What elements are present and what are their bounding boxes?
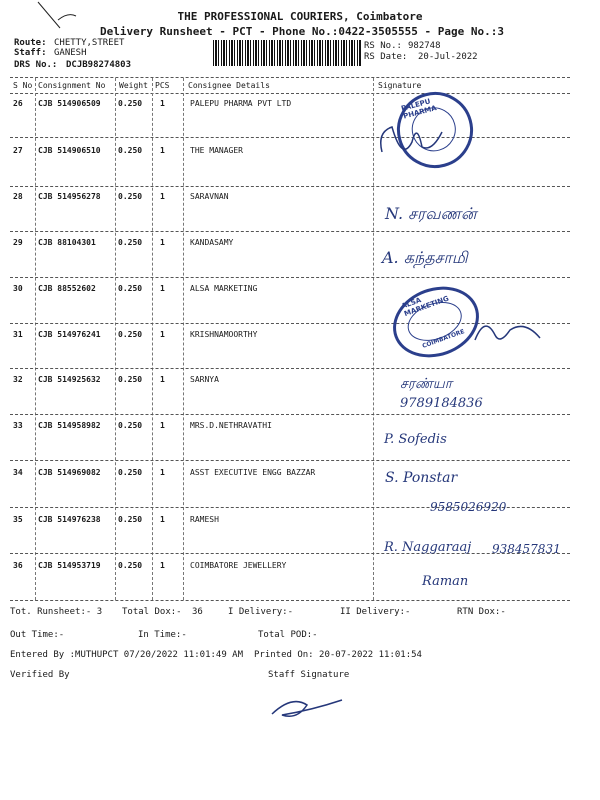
row-consignment: CJB 514958982 <box>38 421 101 430</box>
signature-row-31 <box>470 310 550 350</box>
staff-label: Staff: <box>14 48 47 58</box>
handwriting-row-35-phone: 938457831 <box>492 542 561 556</box>
row-weight: 0.250 <box>118 375 143 384</box>
row-divider <box>10 277 570 278</box>
row-weight: 0.250 <box>118 515 143 524</box>
rs-no-value: 982748 <box>408 41 441 51</box>
row-sno: 34 <box>13 468 23 477</box>
pen-mark <box>28 0 88 40</box>
row-consignee: ASST EXECUTIVE ENGG BAZZAR <box>190 468 316 477</box>
col-signature: Signature <box>378 81 422 90</box>
row-sno: 29 <box>13 238 23 247</box>
row-pcs: 1 <box>160 99 165 108</box>
staff-signature-label: Staff Signature <box>268 670 350 680</box>
row-sno: 33 <box>13 421 23 430</box>
handwriting-row-34-phone: 9585026920 <box>430 500 507 514</box>
handwriting-row-35-name: R. Naggaraaj <box>384 540 472 555</box>
company-stamp: PALEPU PHARMA <box>388 83 481 176</box>
in-time: In Time:- <box>138 630 187 640</box>
row-pcs: 1 <box>160 375 165 384</box>
row-pcs: 1 <box>160 561 165 570</box>
company-title: THE PROFESSIONAL COURIERS, Coimbatore <box>177 10 423 23</box>
row-consignment: CJB 514956278 <box>38 192 101 201</box>
row-divider <box>10 460 570 461</box>
handwriting-row-34-name: S. Ponstar <box>385 470 458 486</box>
row-sno: 35 <box>13 515 23 524</box>
header-top-line <box>10 77 570 78</box>
row-divider <box>10 414 570 415</box>
row-divider <box>10 186 570 187</box>
signature-row-26 <box>372 102 452 172</box>
row-sno: 27 <box>13 146 23 155</box>
row-pcs: 1 <box>160 238 165 247</box>
row-consignee: KANDASAMY <box>190 238 234 247</box>
drs-value: DCJB98274803 <box>66 60 132 70</box>
row-consignment: CJB 88552602 <box>38 284 96 293</box>
row-weight: 0.250 <box>118 468 143 477</box>
row-weight: 0.250 <box>118 330 143 339</box>
col-sno: S No <box>13 81 33 90</box>
row-consignment: CJB 514906509 <box>38 99 101 108</box>
verified-by: Verified By <box>10 670 70 680</box>
row-divider <box>10 368 570 369</box>
row-sno: 26 <box>13 99 23 108</box>
handwriting-row-32-phone: 9789184836 <box>400 396 483 411</box>
row-weight: 0.250 <box>118 146 143 155</box>
entered-by: Entered By :MUTHUPCT 07/20/2022 11:01:49 AM <box>10 650 243 660</box>
row-divider <box>10 137 570 138</box>
runsheet-subtitle: Delivery Runsheet - PCT - Phone No.:0422-3505555 - Page No.:3 <box>100 25 504 38</box>
row-consignee: SARAVNAN <box>190 192 229 201</box>
row-consignment: CJB 514953719 <box>38 561 101 570</box>
out-time: Out Time:- <box>10 630 65 640</box>
staff-signature <box>262 690 352 730</box>
col-consignee: Consignee Details <box>188 81 270 90</box>
row-sno: 30 <box>13 284 23 293</box>
row-pcs: 1 <box>160 284 165 293</box>
staff-value: GANESH <box>54 48 87 58</box>
row-weight: 0.250 <box>118 561 143 570</box>
row-consignment: CJB 514969082 <box>38 468 101 477</box>
total-dox-label: Total Dox:- <box>122 607 182 617</box>
row-consignee: RAMESH <box>190 515 219 524</box>
row-weight: 0.250 <box>118 421 143 430</box>
route-label: Route: <box>14 38 47 48</box>
rs-date-value: 20-Jul-2022 <box>418 52 478 62</box>
row-weight: 0.250 <box>118 99 143 108</box>
row-consignment: CJB 514976238 <box>38 515 101 524</box>
row-weight: 0.250 <box>118 238 143 247</box>
handwriting-row-29: A. கந்தசாமி <box>382 248 468 267</box>
row-pcs: 1 <box>160 192 165 201</box>
row-consignment: CJB 88104301 <box>38 238 96 247</box>
row-sno: 32 <box>13 375 23 384</box>
row-pcs: 1 <box>160 468 165 477</box>
handwriting-row-36: Raman <box>422 574 469 589</box>
col-consignment: Consignment No <box>38 81 106 90</box>
row-consignee: KRISHNAMOORTHY <box>190 330 258 339</box>
row-consignment: CJB 514976241 <box>38 330 101 339</box>
handwriting-row-33: P. Sofedis <box>384 432 447 447</box>
barcode <box>213 40 361 66</box>
col-pcs: PCS <box>155 81 170 90</box>
row-consignee: PALEPU PHARMA PVT LTD <box>190 99 292 108</box>
row-pcs: 1 <box>160 146 165 155</box>
route-value: CHETTY,STREET <box>54 38 125 48</box>
row-consignment: CJB 514925632 <box>38 375 101 384</box>
row-consignee: ALSA MARKETING <box>190 284 258 293</box>
row-weight: 0.250 <box>118 284 143 293</box>
row-sno: 36 <box>13 561 23 570</box>
row-pcs: 1 <box>160 515 165 524</box>
row-consignee: MRS.D.NETHRAVATHI <box>190 421 272 430</box>
alsa-stamp: ALSA MARKETING COIMBATORE <box>383 275 489 369</box>
table-row <box>0 99 600 145</box>
handwriting-row-32-name: சரண்யா <box>400 376 453 392</box>
tot-runsheet: Tot. Runsheet:- 3 <box>10 607 103 617</box>
row-consignee: THE MANAGER <box>190 146 243 155</box>
row-pcs: 1 <box>160 330 165 339</box>
row-pcs: 1 <box>160 421 165 430</box>
row-consignee: SARNYA <box>190 375 219 384</box>
drs-label: DRS No.: <box>14 60 58 70</box>
row-consignee: COIMBATORE JEWELLERY <box>190 561 287 570</box>
col-weight: Weight <box>119 81 148 90</box>
row-divider <box>10 553 570 554</box>
row-weight: 0.250 <box>118 192 143 201</box>
handwriting-row-28: N. சரவணன் <box>385 204 477 223</box>
i-delivery: I Delivery:- <box>228 607 294 617</box>
table-bottom-line <box>10 600 570 601</box>
row-consignment: CJB 514906510 <box>38 146 101 155</box>
ii-delivery: II Delivery:- <box>340 607 411 617</box>
row-sno: 28 <box>13 192 23 201</box>
header-bottom-line <box>10 93 570 94</box>
printed-on: Printed On: 20-07-2022 11:01:54 <box>254 650 422 660</box>
row-divider <box>10 231 570 232</box>
total-pod: Total POD:- <box>258 630 318 640</box>
row-sno: 31 <box>13 330 23 339</box>
rs-date-label: RS Date: <box>364 52 408 62</box>
total-dox-value: 36 <box>192 607 203 617</box>
rtn-dox: RTN Dox:- <box>457 607 506 617</box>
rs-no-label: RS No.: <box>364 41 402 51</box>
